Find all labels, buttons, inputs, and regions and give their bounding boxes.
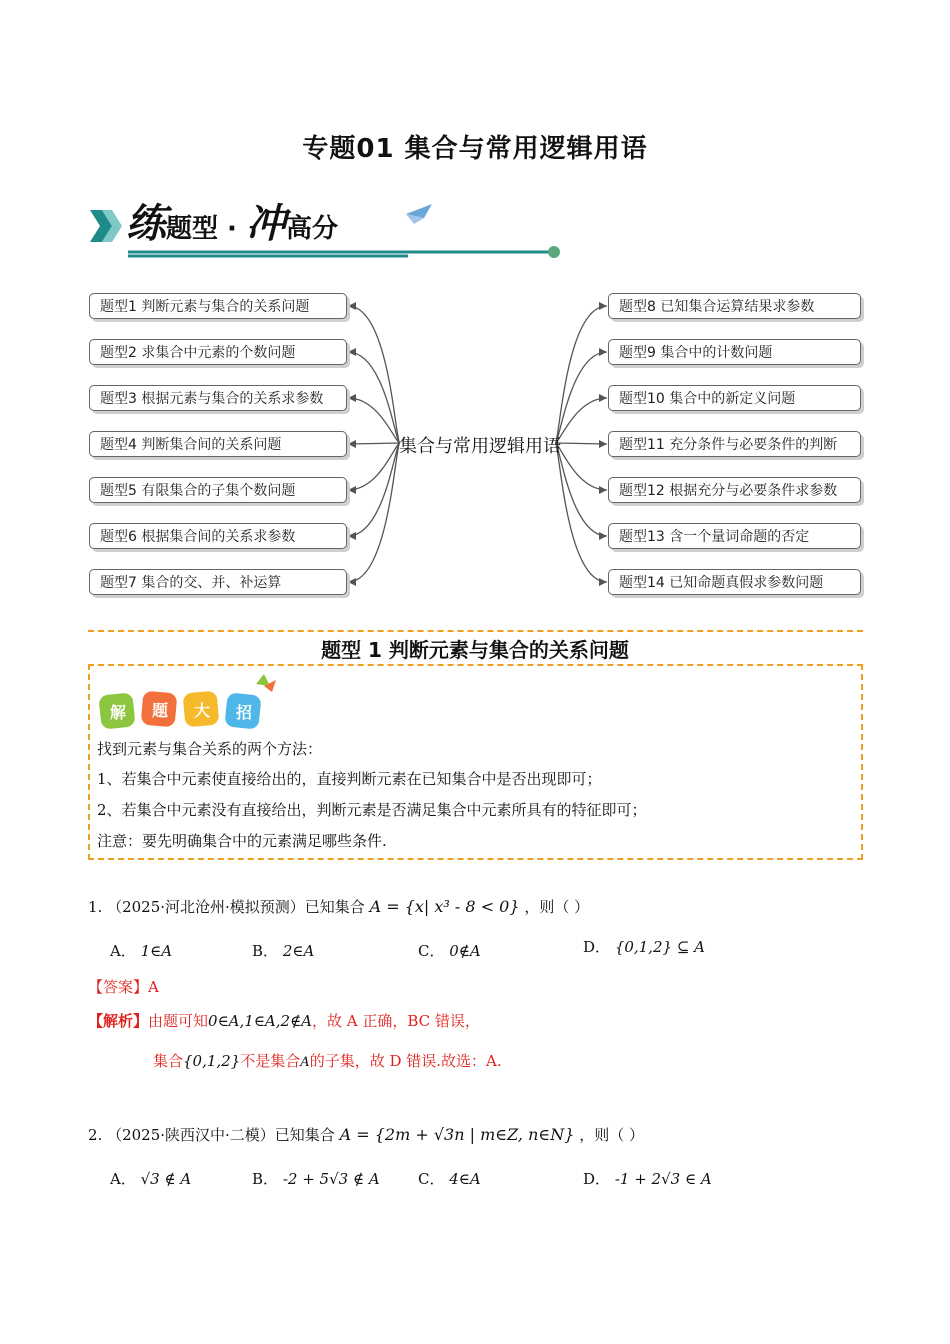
analysis-text-2b: 不是集合 — [240, 1052, 301, 1070]
q1-option-c — [418, 940, 481, 961]
q1-option-d — [583, 936, 705, 957]
banner-text-gaofen: 高分 — [285, 214, 338, 244]
question-2-set: A = {2m + √3n | m∈Z, n∈N} — [339, 1125, 575, 1144]
mindmap-center: 集合与常用逻辑用语 — [399, 436, 561, 457]
tip-line-1: 找到元素与集合关系的两个方法： — [97, 740, 323, 758]
mindmap-node-right-13: 题型13 含一个量词命题的否定 — [608, 523, 861, 549]
mindmap-node-left-6: 题型6 根据集合间的关系求参数 — [89, 523, 347, 549]
banner-char-lian: 练 — [126, 201, 166, 247]
mindmap-node-right-8: 题型8 已知集合运算结果求参数 — [608, 293, 861, 319]
page-title: 专题01 集合与常用逻辑用语 — [302, 134, 648, 164]
answer-tag: 【答案】 — [88, 978, 149, 996]
mindmap-node-left-3: 题型3 根据元素与集合的关系求参数 — [89, 385, 347, 411]
analysis-text-2a: 集合 — [153, 1052, 184, 1070]
tip-line-3: 2、若集合中元素没有直接给出，判断元素是否满足集合中元素所具有的特征即可； — [97, 801, 647, 819]
q2-option-c-text: 4∈A — [449, 1170, 481, 1188]
tip-badge-3: 大 — [194, 701, 211, 720]
question-1 — [88, 896, 589, 917]
analysis-text-1a: 由题可知 — [148, 1012, 209, 1030]
q1-answer — [88, 976, 159, 997]
answer-value: A — [148, 978, 159, 996]
q2-option-a — [110, 1168, 191, 1189]
q1-option-b-label: B． — [252, 942, 279, 960]
q2-option-c — [418, 1168, 481, 1189]
mindmap-node-right-11: 题型11 充分条件与必要条件的判断 — [608, 431, 861, 457]
analysis-math-1: 0∈A,1∈A,2∉A — [208, 1012, 313, 1030]
q1-analysis-line-1 — [88, 1010, 480, 1031]
banner-text-tixing: 题型 · — [166, 214, 246, 244]
analysis-tag: 【解析】 — [88, 1012, 149, 1030]
mindmap-node-right-10: 题型10 集合中的新定义问题 — [608, 385, 861, 411]
analysis-text-1b: ，故 A 正确，BC 错误， — [312, 1012, 480, 1030]
tip-badges — [98, 672, 288, 732]
question-2-number: 2. — [88, 1126, 103, 1144]
q1-option-a-label: A． — [110, 942, 136, 960]
q2-option-b — [252, 1168, 380, 1189]
tip-badge-4: 招 — [236, 703, 253, 722]
analysis-math-2: {0,1,2} — [183, 1052, 241, 1070]
tip-line-2: 1、若集合中元素使直接给出的，直接判断元素在已知集合中是否出现即可； — [97, 770, 602, 788]
q2-option-b-text: -2 + 5√3 ∉ A — [282, 1170, 380, 1188]
question-2-source: （2025·陕西汉中·二模）已知集合 — [107, 1126, 335, 1144]
tip-line-4: 注意：要先明确集合中的元素满足哪些条件. — [97, 832, 387, 850]
analysis-math-3: A — [300, 1055, 310, 1070]
analysis-text-2d: 的子集，故 D 错误.故选：A. — [309, 1052, 502, 1070]
q1-option-d-label: D． — [583, 938, 611, 956]
mindmap-node-right-9: 题型9 集合中的计数问题 — [608, 339, 861, 365]
mindmap-node-left-7: 题型7 集合的交、并、补运算 — [89, 569, 347, 595]
question-1-source: （2025·河北沧州·模拟预测）已知集合 — [107, 898, 365, 916]
mindmap-node-left-4: 题型4 判断集合间的关系问题 — [89, 431, 347, 457]
q2-option-a-label: A． — [110, 1170, 136, 1188]
question-1-tail: ，则（ ） — [524, 898, 590, 916]
mindmap-node-right-14: 题型14 已知命题真假求参数问题 — [608, 569, 861, 595]
q1-analysis-line-2 — [153, 1050, 502, 1071]
mindmap-node-left-5: 题型5 有限集合的子集个数问题 — [89, 477, 347, 503]
q2-option-c-label: C． — [418, 1170, 445, 1188]
q1-option-a-text: 1∈A — [140, 942, 173, 960]
q2-option-d — [583, 1168, 712, 1189]
section-divider — [88, 630, 863, 632]
question-1-set: A = {x| x³ - 8 < 0} — [369, 897, 520, 916]
q1-option-b — [252, 940, 314, 961]
q1-option-d-text: {0,1,2} ⊆ A — [614, 938, 706, 956]
q1-option-c-text: 0∉A — [449, 942, 481, 960]
banner-char-chong: 冲 — [245, 201, 286, 247]
question-2-tail: ，则（ ） — [579, 1126, 644, 1144]
question-1-number: 1. — [88, 898, 103, 916]
q2-option-a-text: √3 ∉ A — [140, 1170, 192, 1188]
mindmap-node-left-1: 题型1 判断元素与集合的关系问题 — [89, 293, 347, 319]
section-title: 题型 1 判断元素与集合的关系问题 — [321, 638, 629, 662]
q1-option-a — [110, 940, 172, 961]
q1-option-c-label: C． — [418, 942, 445, 960]
tip-badge-2: 题 — [152, 701, 169, 720]
q2-option-d-label: D． — [583, 1170, 611, 1188]
q2-option-d-text: -1 + 2√3 ∈ A — [614, 1170, 712, 1188]
mindmap-node-right-12: 题型12 根据充分与必要条件求参数 — [608, 477, 861, 503]
tip-badge-1: 解 — [110, 703, 127, 722]
mindmap-node-left-2: 题型2 求集合中元素的个数问题 — [89, 339, 347, 365]
q2-option-b-label: B． — [252, 1170, 279, 1188]
q1-option-b-text: 2∈A — [282, 942, 315, 960]
question-2 — [88, 1124, 644, 1145]
